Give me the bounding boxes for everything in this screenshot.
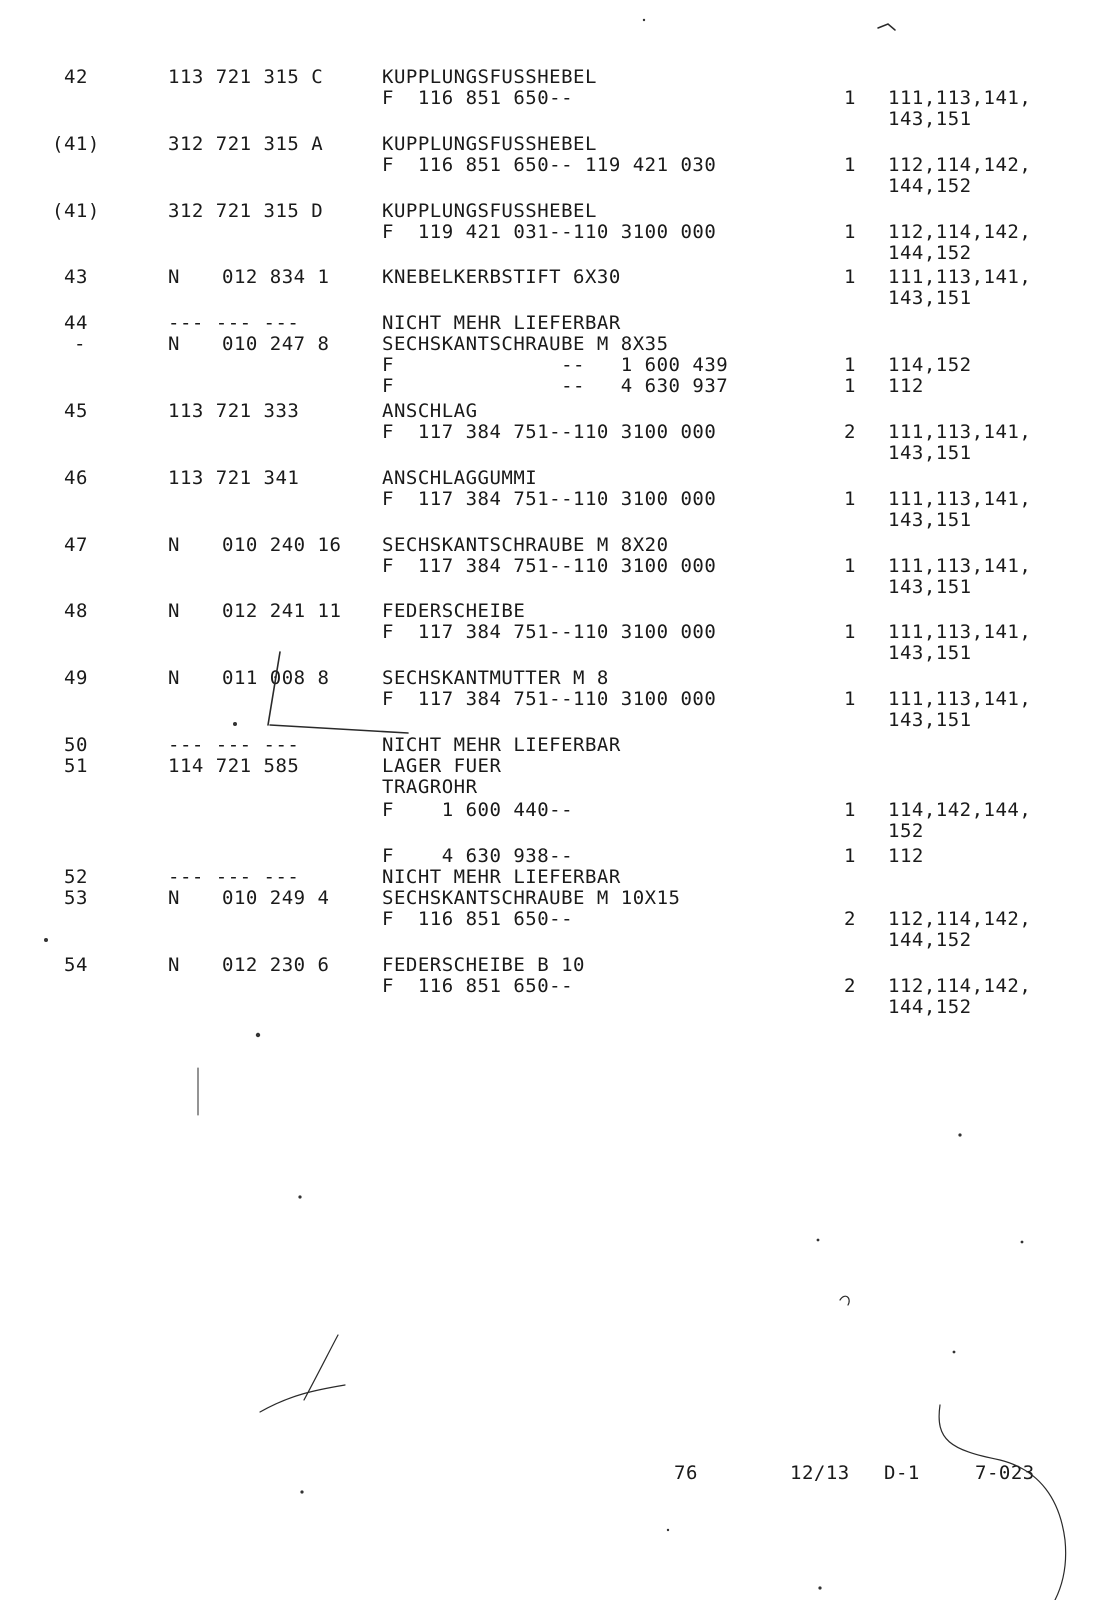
pen-stroke	[304, 1335, 338, 1400]
models: 111,113,141,	[888, 555, 1032, 577]
quantity: 1	[844, 799, 856, 821]
description: ANSCHLAGGUMMI	[382, 467, 538, 489]
speck	[1021, 1241, 1024, 1244]
speck	[298, 1195, 301, 1198]
quantity: 1	[844, 154, 856, 176]
description: KUPPLUNGSFUSSHEBEL	[382, 66, 597, 88]
norm-prefix: N	[168, 600, 180, 622]
part-number: 113 721 315 C	[168, 66, 324, 88]
quantity: 1	[844, 354, 856, 376]
models: 112,114,142,	[888, 908, 1032, 930]
models: 143,151	[888, 709, 972, 731]
quantity: 1	[844, 488, 856, 510]
description: F 4 630 938--	[382, 845, 574, 867]
models: 143,151	[888, 509, 972, 531]
pos-number: 51	[64, 755, 88, 777]
pen-stroke	[878, 24, 895, 30]
models: 112	[888, 845, 924, 867]
part-number: 012 241 11	[222, 600, 342, 622]
quantity: 1	[844, 266, 856, 288]
footer-section: D-1	[884, 1462, 920, 1484]
speck	[643, 19, 645, 21]
description: F 117 384 751--110 3100 000	[382, 488, 717, 510]
quantity: 1	[844, 221, 856, 243]
pos-number: 49	[64, 667, 88, 689]
speck	[256, 1033, 260, 1037]
models: 114,152	[888, 354, 972, 376]
models: 112,114,142,	[888, 221, 1032, 243]
speck	[817, 1239, 820, 1242]
models: 112	[888, 375, 924, 397]
models: 111,113,141,	[888, 488, 1032, 510]
speck	[818, 1586, 821, 1589]
pos-number: 53	[64, 887, 88, 909]
pos-number: 44	[64, 312, 88, 334]
models: 111,113,141,	[888, 266, 1032, 288]
description: SECHSKANTSCHRAUBE M 10X15	[382, 887, 681, 909]
description: F -- 1 600 439	[382, 354, 729, 376]
pos-number: 48	[64, 600, 88, 622]
part-number: --- --- ---	[168, 866, 300, 888]
part-number: 113 721 333	[168, 400, 300, 422]
quantity: 1	[844, 375, 856, 397]
norm-prefix: N	[168, 333, 180, 355]
models: 143,151	[888, 642, 972, 664]
quantity: 1	[844, 87, 856, 109]
quantity: 2	[844, 421, 856, 443]
description: F 119 421 031--110 3100 000	[382, 221, 717, 243]
description: FEDERSCHEIBE	[382, 600, 526, 622]
models: 112,114,142,	[888, 975, 1032, 997]
description: SECHSKANTMUTTER M 8	[382, 667, 609, 689]
speck	[953, 1351, 956, 1354]
part-number: 114 721 585	[168, 755, 300, 777]
pos-number: 54	[64, 954, 88, 976]
description: F -- 4 630 937	[382, 375, 729, 397]
part-number: 010 247 8	[222, 333, 330, 355]
speck	[300, 1490, 303, 1493]
norm-prefix: N	[168, 534, 180, 556]
models: 114,142,144,	[888, 799, 1032, 821]
models: 111,113,141,	[888, 688, 1032, 710]
models: 144,152	[888, 996, 972, 1018]
footer-date: 12/13	[790, 1462, 850, 1484]
models: 143,151	[888, 287, 972, 309]
pen-stroke	[939, 1405, 1066, 1600]
quantity: 1	[844, 555, 856, 577]
description: F 116 851 650-- 119 421 030	[382, 154, 717, 176]
description: SECHSKANTSCHRAUBE M 8X35	[382, 333, 669, 355]
quantity: 1	[844, 688, 856, 710]
description: F 116 851 650--	[382, 908, 574, 930]
models: 143,151	[888, 442, 972, 464]
models: 144,152	[888, 175, 972, 197]
quantity: 1	[844, 621, 856, 643]
part-number: 312 721 315 A	[168, 133, 324, 155]
description: F 117 384 751--110 3100 000	[382, 421, 717, 443]
description: NICHT MEHR LIEFERBAR	[382, 866, 621, 888]
norm-prefix: N	[168, 887, 180, 909]
description: F 117 384 751--110 3100 000	[382, 621, 717, 643]
pos-number: -	[74, 333, 86, 355]
description: LAGER FUER	[382, 755, 502, 777]
pos-number: 45	[64, 400, 88, 422]
description: SECHSKANTSCHRAUBE M 8X20	[382, 534, 669, 556]
models: 152	[888, 820, 924, 842]
description: F 117 384 751--110 3100 000	[382, 555, 717, 577]
norm-prefix: N	[168, 954, 180, 976]
description: F 117 384 751--110 3100 000	[382, 688, 717, 710]
pos-number: 50	[64, 734, 88, 756]
models: 143,151	[888, 108, 972, 130]
part-number: 010 249 4	[222, 887, 330, 909]
description: ANSCHLAG	[382, 400, 478, 422]
description: KUPPLUNGSFUSSHEBEL	[382, 133, 597, 155]
description: NICHT MEHR LIEFERBAR	[382, 312, 621, 334]
speck	[233, 722, 237, 726]
part-number: 011 008 8	[222, 667, 330, 689]
models: 144,152	[888, 242, 972, 264]
models: 112,114,142,	[888, 154, 1032, 176]
pos-number: 42	[64, 66, 88, 88]
models: 143,151	[888, 576, 972, 598]
models: 111,113,141,	[888, 87, 1032, 109]
pos-number: 46	[64, 467, 88, 489]
quantity: 1	[844, 845, 856, 867]
pos-number: (41)	[52, 200, 100, 222]
part-number: 113 721 341	[168, 467, 300, 489]
page-number: 76	[674, 1462, 698, 1484]
description: KNEBELKERBSTIFT 6X30	[382, 266, 621, 288]
description: F 116 851 650--	[382, 87, 574, 109]
pen-stroke	[840, 1296, 849, 1305]
pen-stroke	[270, 725, 408, 733]
description: NICHT MEHR LIEFERBAR	[382, 734, 621, 756]
quantity: 2	[844, 908, 856, 930]
models: 111,113,141,	[888, 421, 1032, 443]
description: TRAGROHR	[382, 776, 478, 798]
models: 144,152	[888, 929, 972, 951]
pen-stroke	[260, 1385, 345, 1412]
part-number: --- --- ---	[168, 734, 300, 756]
part-number: --- --- ---	[168, 312, 300, 334]
models: 111,113,141,	[888, 621, 1032, 643]
pos-number: (41)	[52, 133, 100, 155]
part-number: 012 834 1	[222, 266, 330, 288]
quantity: 2	[844, 975, 856, 997]
description: FEDERSCHEIBE B 10	[382, 954, 585, 976]
speck	[44, 938, 48, 942]
part-number: 312 721 315 D	[168, 200, 324, 222]
pos-number: 52	[64, 866, 88, 888]
pos-number: 43	[64, 266, 88, 288]
pos-number: 47	[64, 534, 88, 556]
speck	[958, 1133, 961, 1136]
speck	[667, 1529, 669, 1531]
part-number: 010 240 16	[222, 534, 342, 556]
description: F 116 851 650--	[382, 975, 574, 997]
part-number: 012 230 6	[222, 954, 330, 976]
norm-prefix: N	[168, 667, 180, 689]
description: F 1 600 440--	[382, 799, 574, 821]
norm-prefix: N	[168, 266, 180, 288]
description: KUPPLUNGSFUSSHEBEL	[382, 200, 597, 222]
footer-code: 7-023	[975, 1462, 1035, 1484]
